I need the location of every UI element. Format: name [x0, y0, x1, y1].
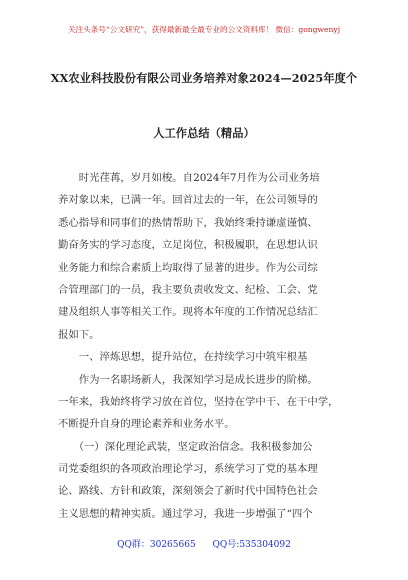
document-body	[58, 167, 358, 525]
document-title-line-2: 人工作总结（精品）	[153, 126, 255, 140]
body-line: 不断提升自身的理论素养和业务水平。	[58, 418, 235, 431]
body-line: 司党委组织的各项政治理论学习，系统学习了党的基本理	[58, 463, 318, 476]
body-line: 建及组织人事等相关工作。现将本年度的工作情况总结汇	[58, 306, 318, 319]
body-line: 合管理部门的一员，我主要负责收发文、纪检、工会、党	[58, 283, 318, 296]
body-line: 作为一名职场新人，我深知学习是成长进步的阶梯。	[58, 373, 318, 386]
body-line: 勤奋务实的学习态度，立足岗位，积极履职，在思想认识	[58, 239, 318, 252]
body-line: 论、路线、方针和政策，深刻领会了新时代中国特色社会	[58, 485, 318, 498]
document-title-line-1: XX农业科技股份有限公司业务培养对象2024—2025年度个	[50, 71, 358, 85]
section-heading: 一、淬炼思想，提升站位，在持续学习中筑牢根基	[58, 351, 308, 364]
footer-contact: QQ群：30265665 QQ号:535304092	[117, 540, 291, 550]
body-line: 主义思想的精神实质。通过学习，我进一步增强了“四个	[58, 507, 313, 520]
body-line: 业务能力和综合素质上均取得了显著的进步。作为公司综	[58, 261, 318, 274]
subsection-line: （一）深化理论武装，坚定政治信念。我积极参加公	[58, 440, 313, 453]
body-line: 养对象以来，已满一年。回首过去的一年，在公司领导的	[58, 194, 318, 207]
body-line: 一年来，我始终将学习放在首位，坚持在学中干、在干中学，	[58, 395, 339, 408]
body-line: 悉心指导和同事们的热情帮助下，我始终秉持谦虚谨慎、	[58, 216, 318, 229]
body-line: 报如下。	[58, 328, 100, 341]
header-note: 关注头条号“公文研究”，获得最新最全最专业的公文资料库！ 微信：gongwenyj	[67, 25, 341, 34]
body-line: 时光荏苒，岁月如梭。自2024年7月作为公司业务培	[58, 172, 320, 184]
